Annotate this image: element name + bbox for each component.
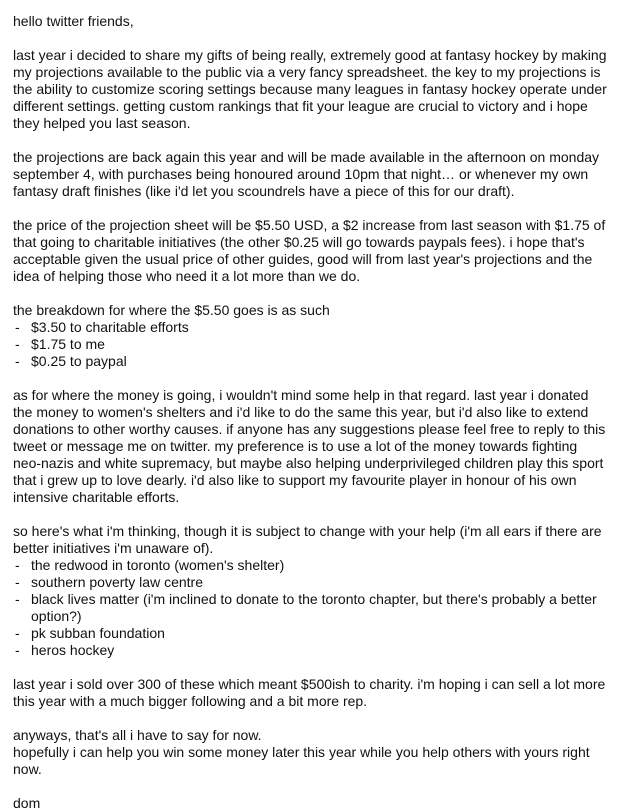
list-item: - black lives matter (i'm inclined to donate to the toronto chapter, but there's probably a better option?) <box>13 591 609 625</box>
breakdown-section <box>13 302 609 370</box>
list-item: - $0.25 to paypal <box>13 353 609 370</box>
paragraph-intro: last year i decided to share my gifts of being really, extremely good at fantasy hockey by making my projections available to the public via a very fancy spreadsheet. the key to my projections is the ability to customize scoring settings because many leagues in fantasy hockey operate under different settings. getting custom rankings that fit your league are crucial to victory and i hope they helped you last season. <box>13 47 607 131</box>
greeting: hello twitter friends, <box>13 13 134 29</box>
list-item: - $1.75 to me <box>13 336 609 353</box>
initiatives-list <box>13 557 609 659</box>
document-body <box>13 13 609 812</box>
list-item: - heros hockey <box>13 642 609 659</box>
initiatives-section <box>13 523 609 659</box>
signature: dom <box>13 795 41 811</box>
breakdown-list <box>13 319 609 370</box>
paragraph-last-year: last year i sold over 300 of these which meant $500ish to charity. i'm hoping i can sell a lot more this year with a much bigger following and a bit more rep. <box>13 676 606 709</box>
list-item: - southern poverty law centre <box>13 574 609 591</box>
closing-section <box>13 727 609 778</box>
closing-line-1: anyways, that's all i have to say for now. <box>13 727 262 743</box>
list-item: - pk subban foundation <box>13 625 609 642</box>
paragraph-availability: the projections are back again this year and will be made available in the afternoon on monday september 4, with purchases being honoured around 10pm that night… or whenever my own fantasy draft finishes (like i'd let you scoundrels have a piece of this for our draft). <box>13 149 600 199</box>
initiatives-intro: so here's what i'm thinking, though it is subject to change with your help (i'm all ears if there are better initiatives i'm unaware of). <box>13 523 602 556</box>
closing-line-2: hopefully i can help you win some money later this year while you help others with yours right now. <box>13 744 590 777</box>
list-item: - $3.50 to charitable efforts <box>13 319 609 336</box>
paragraph-donations: as for where the money is going, i wouldn't mind some help in that regard. last year i donated the money to women's shelters and i'd like to do the same this year, but i'd also like to extend donations to other worthy causes. if anyone has any suggestions please feel free to reply to this tweet or message me on twitter. my preference is to use a lot of the money towards fighting neo-nazis and white supremacy, but maybe also helping underprivileged children play this sport that i grew up to love dearly. i'd also like to support my favourite player in honour of his own intensive charitable efforts. <box>13 387 606 505</box>
breakdown-intro: the breakdown for where the $5.50 goes is as such <box>13 302 330 318</box>
list-item: - the redwood in toronto (women's shelter) <box>13 557 609 574</box>
paragraph-pricing: the price of the projection sheet will be $5.50 USD, a $2 increase from last season with $1.75 of that going to charitable initiatives (the other $0.25 will go towards paypals fees). i hope that's acceptable given the usual price of other guides, good will from last year's projections and the idea of helping those who need it a lot more than we do. <box>13 217 606 284</box>
